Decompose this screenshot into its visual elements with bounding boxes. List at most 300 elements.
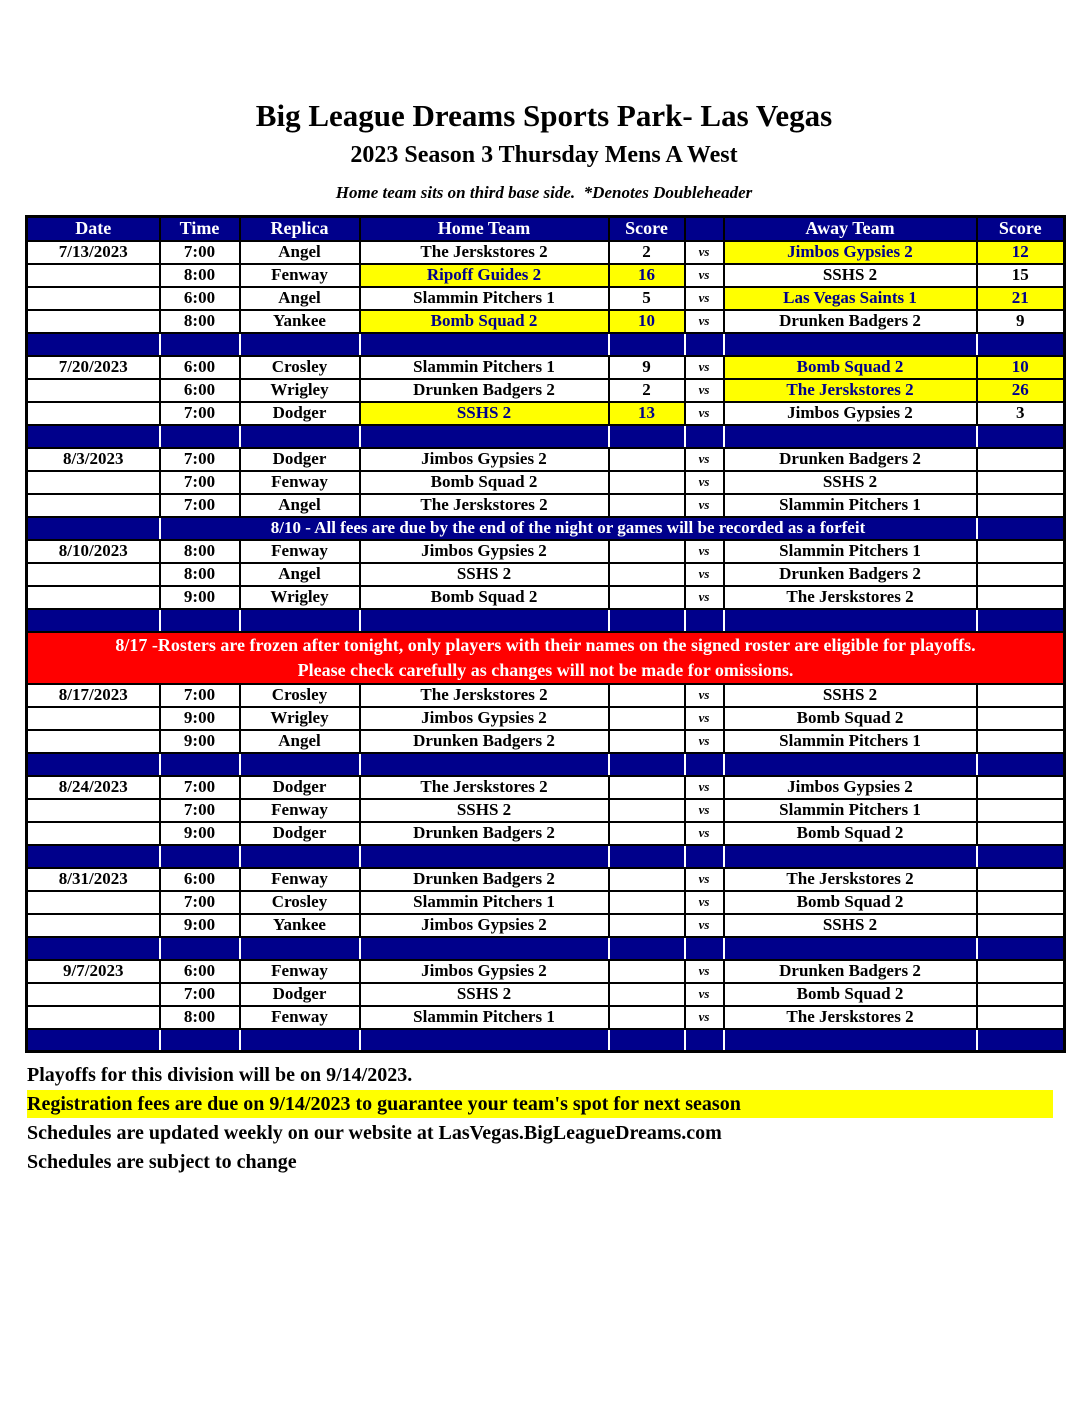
header-row (27, 217, 1065, 241)
game-row (27, 264, 1065, 287)
away-score-cell (977, 1006, 1065, 1029)
away-score-cell (977, 540, 1065, 563)
spacer-cell (360, 845, 609, 868)
home-score-cell (609, 776, 685, 799)
date-cell: 7/13/2023 (27, 241, 160, 264)
spacer-cell (685, 425, 724, 448)
spacer-row (27, 937, 1065, 960)
away-team-cell: Slammin Pitchers 1 (724, 540, 977, 563)
game-row (27, 241, 1065, 264)
away-team-column-header: Away Team (724, 217, 977, 241)
vs-cell: vs (685, 822, 724, 845)
game-row (27, 287, 1065, 310)
home-score-cell: 10 (609, 310, 685, 333)
spacer-cell (724, 609, 977, 632)
home-team-cell: The Jerskstores 2 (360, 684, 609, 707)
time-cell: 7:00 (160, 776, 240, 799)
game-row (27, 776, 1065, 799)
away-score-cell (977, 983, 1065, 1006)
away-score-cell (977, 471, 1065, 494)
date-cell (27, 402, 160, 425)
time-cell: 6:00 (160, 287, 240, 310)
date-cell (27, 730, 160, 753)
time-cell: 8:00 (160, 1006, 240, 1029)
away-score-cell: 21 (977, 287, 1065, 310)
time-cell: 9:00 (160, 822, 240, 845)
page-title: Big League Dreams Sports Park- Las Vegas (255, 98, 833, 133)
home-score-cell (609, 1006, 685, 1029)
away-score-cell (977, 776, 1065, 799)
date-cell (27, 1006, 160, 1029)
game-row (27, 799, 1065, 822)
away-team-cell: SSHS 2 (724, 684, 977, 707)
time-cell: 9:00 (160, 730, 240, 753)
away-team-cell: SSHS 2 (724, 471, 977, 494)
date-cell (27, 586, 160, 609)
home-score-cell: 2 (609, 241, 685, 264)
spacer-cell (360, 333, 609, 356)
spacer-cell (977, 845, 1065, 868)
away-team-cell: Bomb Squad 2 (724, 983, 977, 1006)
date-cell (27, 310, 160, 333)
time-cell: 9:00 (160, 914, 240, 937)
spacer-row (27, 425, 1065, 448)
subject-to-change-note: Schedules are subject to change (27, 1151, 297, 1173)
spacer-cell (685, 1029, 724, 1052)
away-score-cell (977, 563, 1065, 586)
away-score-cell (977, 960, 1065, 983)
registration-fees-note: Registration fees are due on 9/14/2023 to guarantee your team's spot for next season (27, 1090, 1053, 1118)
spacer-cell (160, 845, 240, 868)
date-cell (27, 707, 160, 730)
away-score-cell (977, 730, 1065, 753)
game-row (27, 868, 1065, 891)
replica-cell: Yankee (240, 310, 360, 333)
date-cell: 8/10/2023 (27, 540, 160, 563)
spacer-cell (609, 845, 685, 868)
time-column-header: Time (160, 217, 240, 241)
home-team-cell: SSHS 2 (360, 983, 609, 1006)
spacer-cell (685, 845, 724, 868)
home-score-column-header: Score (609, 217, 685, 241)
time-cell: 7:00 (160, 402, 240, 425)
game-row (27, 448, 1065, 471)
date-cell: 8/17/2023 (27, 684, 160, 707)
spacer-cell (27, 1029, 160, 1052)
spacer-cell (977, 609, 1065, 632)
away-team-cell: The Jerskstores 2 (724, 868, 977, 891)
fees-notice-row (27, 517, 1065, 540)
away-score-cell: 3 (977, 402, 1065, 425)
time-cell: 7:00 (160, 494, 240, 517)
time-cell: 7:00 (160, 983, 240, 1006)
replica-cell: Dodger (240, 983, 360, 1006)
vs-cell: vs (685, 264, 724, 287)
time-cell: 8:00 (160, 540, 240, 563)
replica-cell: Fenway (240, 471, 360, 494)
spacer-cell (977, 425, 1065, 448)
date-column-header: Date (27, 217, 160, 241)
away-score-cell (977, 799, 1065, 822)
replica-cell: Angel (240, 494, 360, 517)
spacer-cell (609, 609, 685, 632)
game-row (27, 586, 1065, 609)
date-cell: 7/20/2023 (27, 356, 160, 379)
spacer-cell (360, 753, 609, 776)
spacer-row (27, 609, 1065, 632)
home-score-cell (609, 868, 685, 891)
away-team-cell: Jimbos Gypsies 2 (724, 402, 977, 425)
home-score-cell: 13 (609, 402, 685, 425)
home-score-cell (609, 983, 685, 1006)
date-cell (27, 822, 160, 845)
game-row (27, 730, 1065, 753)
game-row (27, 891, 1065, 914)
game-row (27, 356, 1065, 379)
spacer-cell (609, 333, 685, 356)
time-cell: 8:00 (160, 310, 240, 333)
away-team-cell: Bomb Squad 2 (724, 356, 977, 379)
away-team-cell: Drunken Badgers 2 (724, 448, 977, 471)
spacer-cell (609, 937, 685, 960)
replica-cell: Angel (240, 287, 360, 310)
time-cell: 9:00 (160, 586, 240, 609)
vs-cell: vs (685, 241, 724, 264)
away-team-cell: The Jerskstores 2 (724, 586, 977, 609)
home-score-cell (609, 960, 685, 983)
replica-cell: Fenway (240, 540, 360, 563)
home-team-cell: SSHS 2 (360, 799, 609, 822)
spacer-cell (609, 425, 685, 448)
home-score-cell (609, 448, 685, 471)
time-cell: 8:00 (160, 264, 240, 287)
roster-notice-line1: 8/17 -Rosters are frozen after tonight, only players with their names on the signed roster are eligible for playoffs. (115, 634, 976, 655)
game-row (27, 1006, 1065, 1029)
vs-cell: vs (685, 540, 724, 563)
vs-cell: vs (685, 287, 724, 310)
away-team-cell: The Jerskstores 2 (724, 1006, 977, 1029)
spacer-cell (27, 753, 160, 776)
game-row (27, 563, 1065, 586)
home-score-cell: 16 (609, 264, 685, 287)
time-cell: 7:00 (160, 684, 240, 707)
time-cell: 6:00 (160, 379, 240, 402)
vs-cell: vs (685, 960, 724, 983)
home-score-cell (609, 822, 685, 845)
replica-cell: Wrigley (240, 379, 360, 402)
spacer-row (27, 845, 1065, 868)
away-score-cell: 15 (977, 264, 1065, 287)
time-cell: 6:00 (160, 356, 240, 379)
home-score-cell (609, 799, 685, 822)
home-score-cell (609, 730, 685, 753)
footer (27, 1061, 1053, 1176)
spacer-cell (360, 425, 609, 448)
replica-cell: Dodger (240, 448, 360, 471)
vs-cell: vs (685, 310, 724, 333)
vs-cell: vs (685, 494, 724, 517)
date-cell: 8/31/2023 (27, 868, 160, 891)
spacer-cell (609, 1029, 685, 1052)
replica-cell: Fenway (240, 868, 360, 891)
game-row (27, 684, 1065, 707)
vs-cell: vs (685, 563, 724, 586)
away-team-cell: SSHS 2 (724, 264, 977, 287)
spacer-row (27, 753, 1065, 776)
game-row (27, 914, 1065, 937)
game-row (27, 379, 1065, 402)
date-cell (27, 287, 160, 310)
home-score-cell: 5 (609, 287, 685, 310)
home-score-cell: 9 (609, 356, 685, 379)
replica-cell: Crosley (240, 684, 360, 707)
schedule-table (25, 215, 1066, 1053)
date-cell (27, 471, 160, 494)
vs-column-header (685, 217, 724, 241)
spacer-cell (240, 425, 360, 448)
home-score-cell (609, 684, 685, 707)
time-cell: 6:00 (160, 960, 240, 983)
replica-cell: Yankee (240, 914, 360, 937)
spacer-cell (685, 753, 724, 776)
spacer-cell (724, 425, 977, 448)
spacer-cell (360, 1029, 609, 1052)
away-team-cell: SSHS 2 (724, 914, 977, 937)
replica-cell: Fenway (240, 960, 360, 983)
spacer-cell (240, 1029, 360, 1052)
replica-cell: Dodger (240, 776, 360, 799)
date-cell (27, 914, 160, 937)
away-score-cell (977, 914, 1065, 937)
away-score-cell (977, 684, 1065, 707)
spacer-cell (27, 333, 160, 356)
spacer-cell (160, 609, 240, 632)
home-score-cell: 2 (609, 379, 685, 402)
spacer-row (27, 1029, 1065, 1052)
spacer-cell (685, 333, 724, 356)
time-cell: 7:00 (160, 799, 240, 822)
away-team-cell: Slammin Pitchers 1 (724, 494, 977, 517)
replica-cell: Wrigley (240, 586, 360, 609)
away-score-cell: 10 (977, 356, 1065, 379)
spacer-cell (360, 937, 609, 960)
spacer-cell (240, 609, 360, 632)
date-cell (27, 983, 160, 1006)
spacer-cell (977, 517, 1065, 540)
spacer-cell (360, 609, 609, 632)
home-team-cell: The Jerskstores 2 (360, 241, 609, 264)
spacer-cell (27, 425, 160, 448)
home-team-cell: SSHS 2 (360, 563, 609, 586)
away-score-cell (977, 448, 1065, 471)
vs-cell: vs (685, 868, 724, 891)
time-cell: 7:00 (160, 471, 240, 494)
spacer-cell (685, 609, 724, 632)
replica-cell: Dodger (240, 822, 360, 845)
vs-cell: vs (685, 1006, 724, 1029)
schedule-body (27, 241, 1065, 1052)
home-team-cell: Drunken Badgers 2 (360, 379, 609, 402)
away-score-cell (977, 891, 1065, 914)
home-team-cell: Bomb Squad 2 (360, 471, 609, 494)
roster-notice-row (27, 632, 1065, 684)
spacer-cell (977, 937, 1065, 960)
away-score-cell (977, 494, 1065, 517)
spacer-cell (160, 1029, 240, 1052)
spacer-cell (240, 333, 360, 356)
spacer-cell (724, 937, 977, 960)
game-row (27, 822, 1065, 845)
home-team-cell: Slammin Pitchers 1 (360, 356, 609, 379)
game-row (27, 471, 1065, 494)
vs-cell: vs (685, 586, 724, 609)
away-team-cell: Bomb Squad 2 (724, 891, 977, 914)
roster-notice-text (27, 632, 1065, 684)
vs-cell: vs (685, 776, 724, 799)
spacer-cell (724, 1029, 977, 1052)
replica-cell: Wrigley (240, 707, 360, 730)
away-score-cell (977, 822, 1065, 845)
vs-cell: vs (685, 707, 724, 730)
time-cell: 9:00 (160, 707, 240, 730)
date-cell (27, 891, 160, 914)
away-team-cell: Drunken Badgers 2 (724, 310, 977, 333)
vs-cell: vs (685, 471, 724, 494)
vs-cell: vs (685, 730, 724, 753)
home-team-cell: Ripoff Guides 2 (360, 264, 609, 287)
home-score-cell (609, 540, 685, 563)
home-score-cell (609, 563, 685, 586)
game-row (27, 310, 1065, 333)
replica-cell: Crosley (240, 356, 360, 379)
vs-cell: vs (685, 799, 724, 822)
replica-cell: Fenway (240, 1006, 360, 1029)
game-row (27, 402, 1065, 425)
date-cell (27, 379, 160, 402)
away-score-cell (977, 707, 1065, 730)
replica-cell: Dodger (240, 402, 360, 425)
game-row (27, 494, 1065, 517)
away-team-cell: Drunken Badgers 2 (724, 960, 977, 983)
home-score-cell (609, 707, 685, 730)
home-score-cell (609, 891, 685, 914)
home-team-cell: Jimbos Gypsies 2 (360, 540, 609, 563)
spacer-cell (977, 753, 1065, 776)
home-team-cell: Jimbos Gypsies 2 (360, 448, 609, 471)
spacer-cell (160, 937, 240, 960)
home-team-cell: Bomb Squad 2 (360, 310, 609, 333)
time-cell: 6:00 (160, 868, 240, 891)
spacer-cell (27, 845, 160, 868)
spacer-cell (685, 937, 724, 960)
away-team-cell: Jimbos Gypsies 2 (724, 776, 977, 799)
game-row (27, 983, 1065, 1006)
vs-cell: vs (685, 983, 724, 1006)
time-cell: 7:00 (160, 891, 240, 914)
date-cell (27, 494, 160, 517)
home-team-cell: Drunken Badgers 2 (360, 730, 609, 753)
spacer-cell (240, 753, 360, 776)
vs-cell: vs (685, 914, 724, 937)
replica-cell: Crosley (240, 891, 360, 914)
away-team-cell: Slammin Pitchers 1 (724, 799, 977, 822)
away-score-cell: 12 (977, 241, 1065, 264)
date-cell: 8/24/2023 (27, 776, 160, 799)
date-cell: 9/7/2023 (27, 960, 160, 983)
away-score-cell: 9 (977, 310, 1065, 333)
spacer-cell (724, 753, 977, 776)
date-cell: 8/3/2023 (27, 448, 160, 471)
replica-column-header: Replica (240, 217, 360, 241)
replica-cell: Angel (240, 241, 360, 264)
away-score-cell: 26 (977, 379, 1065, 402)
home-score-cell (609, 494, 685, 517)
time-cell: 7:00 (160, 241, 240, 264)
spacer-cell (724, 333, 977, 356)
roster-notice-line2: Please check carefully as changes will not be made for omissions. (297, 659, 794, 680)
away-team-cell: Slammin Pitchers 1 (724, 730, 977, 753)
away-score-cell (977, 586, 1065, 609)
home-team-cell: SSHS 2 (360, 402, 609, 425)
vs-cell: vs (685, 891, 724, 914)
spacer-cell (27, 937, 160, 960)
date-cell (27, 799, 160, 822)
home-team-cell: Jimbos Gypsies 2 (360, 707, 609, 730)
spacer-cell (27, 517, 160, 540)
home-team-column-header: Home Team (360, 217, 609, 241)
away-score-cell (977, 868, 1065, 891)
playoffs-note: Playoffs for this division will be on 9/14/2023. (27, 1064, 413, 1086)
away-team-cell: Bomb Squad 2 (724, 822, 977, 845)
spacer-cell (160, 425, 240, 448)
away-team-cell: Bomb Squad 2 (724, 707, 977, 730)
spacer-cell (240, 937, 360, 960)
home-team-cell: The Jerskstores 2 (360, 494, 609, 517)
vs-cell: vs (685, 402, 724, 425)
away-team-cell: Las Vegas Saints 1 (724, 287, 977, 310)
game-row (27, 707, 1065, 730)
home-score-cell (609, 471, 685, 494)
spacer-cell (609, 753, 685, 776)
replica-cell: Angel (240, 730, 360, 753)
fees-notice-text: 8/10 - All fees are due by the end of the night or games will be recorded as a forfeit (160, 517, 977, 540)
game-row (27, 960, 1065, 983)
away-score-column-header: Score (977, 217, 1065, 241)
away-team-cell: The Jerskstores 2 (724, 379, 977, 402)
website-note: Schedules are updated weekly on our website at LasVegas.BigLeagueDreams.com (27, 1122, 722, 1144)
replica-cell: Fenway (240, 264, 360, 287)
spacer-cell (240, 845, 360, 868)
spacer-cell (160, 333, 240, 356)
home-team-cell: Bomb Squad 2 (360, 586, 609, 609)
vs-cell: vs (685, 448, 724, 471)
away-team-cell: Jimbos Gypsies 2 (724, 241, 977, 264)
home-team-cell: Jimbos Gypsies 2 (360, 960, 609, 983)
home-score-cell (609, 586, 685, 609)
home-team-cell: Slammin Pitchers 1 (360, 891, 609, 914)
home-team-cell: Slammin Pitchers 1 (360, 1006, 609, 1029)
home-score-cell (609, 914, 685, 937)
replica-cell: Fenway (240, 799, 360, 822)
spacer-cell (724, 845, 977, 868)
game-row (27, 540, 1065, 563)
home-team-cell: Drunken Badgers 2 (360, 822, 609, 845)
time-cell: 8:00 (160, 563, 240, 586)
home-team-cell: Slammin Pitchers 1 (360, 287, 609, 310)
replica-cell: Angel (240, 563, 360, 586)
date-cell (27, 264, 160, 287)
home-team-cell: The Jerskstores 2 (360, 776, 609, 799)
